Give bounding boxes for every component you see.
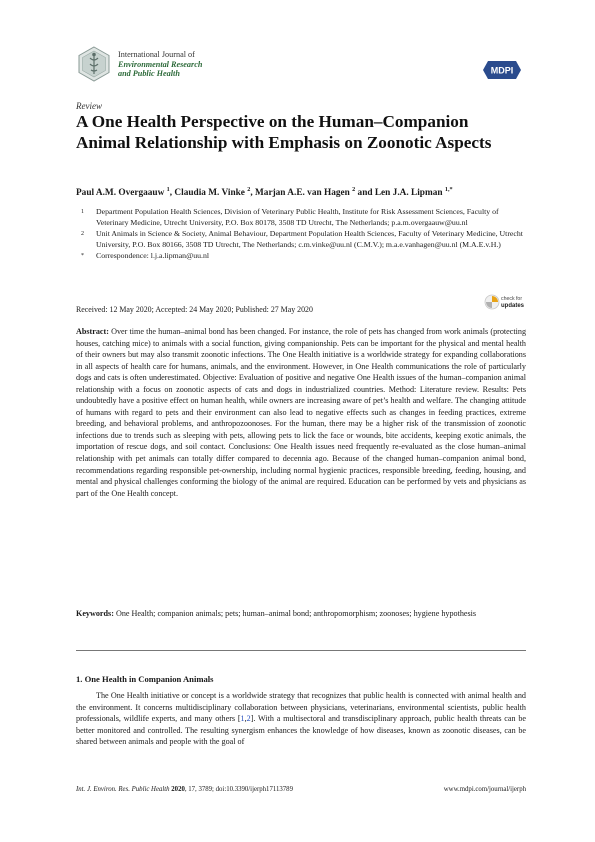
affiliation-text: Department Population Health Sciences, Division of Veterinary Public Health, Institute for Risk Assessment Sciences, Faculty of Veterinary Medicine, Utrecht University, P.O. Box 80178, 3508 TD Utrecht, The Netherlands; p.a.m.overgaauw@uu.nl — [96, 207, 499, 227]
author-name: Paul A.M. Overgaauw — [76, 188, 165, 199]
journal-header — [76, 46, 522, 86]
footer-year: 2020 — [171, 786, 185, 793]
mdpi-logo-text: MDPI — [490, 65, 514, 76]
body-text-after-citation: ]. With a multisectoral and transdisciplinary approach, public health threats can be better monitored and controlled. The resulting synergism enhances the knowledge of how diseases, known as zoonotic diseases, can be shared between animals and people with the goal of — [76, 714, 526, 746]
author-affiliation-mark: 1 — [166, 186, 170, 193]
affiliation-text: Unit Animals in Science & Society, Animal Behaviour, Department Population Health Sciences, Faculty of Veterinary Medicine, Utrecht University, P.O. Box 80166, 3508 TD Utrecht, The Netherlands; c.m.vinke@uu.nl (C.M.V.); m.a.e.vanhagen@uu.nl (M.A.E.v.H.) — [96, 229, 523, 249]
article-type: Review — [76, 101, 102, 111]
abstract-label: Abstract: — [76, 327, 109, 336]
author-name: Marjan A.E. van Hagen — [255, 188, 350, 199]
section-divider — [76, 650, 526, 651]
section-body — [76, 690, 526, 748]
footer-url-link[interactable]: www.mdpi.com/journal/ijerph — [443, 786, 526, 793]
affiliation-mark: 1 — [81, 209, 84, 215]
author-name: Claudia M. Vinke — [174, 188, 245, 199]
author-affiliation-mark: 2 — [247, 186, 251, 193]
check-for-updates-line2: updates — [501, 303, 524, 309]
journal-name-line1: International Journal of — [118, 50, 195, 59]
affiliation-text: Correspondence: l.j.a.lipman@uu.nl — [96, 251, 210, 260]
keywords-label: Keywords: — [76, 609, 114, 618]
author-separator: , — [169, 188, 175, 199]
citation-link-2[interactable]: 2 — [246, 714, 251, 723]
author-affiliation-mark: 2 — [352, 186, 356, 193]
journal-logo-icon — [76, 46, 112, 82]
affiliation-item — [76, 251, 526, 262]
affiliation-list — [76, 207, 526, 263]
affiliation-mark: * — [81, 253, 84, 259]
author-affiliation-mark: 1,* — [444, 186, 453, 193]
journal-name-line3: and Public Health — [118, 69, 180, 79]
footer-citation-rest: , 17, 3789; doi:10.3390/ijerph17113789 — [184, 786, 293, 793]
affiliation-item — [76, 207, 526, 228]
check-for-updates-line1: check for — [501, 296, 523, 302]
keywords — [76, 608, 526, 620]
article-title: A One Health Perspective on the Human–Companion Animal Relationship with Emphasis on Zoonotic Aspects — [76, 112, 492, 152]
citation-link-1[interactable]: 1 — [240, 714, 245, 723]
body-text-before-citation: The One Health initiative or concept is a worldwide strategy that recognizes that public health is connected with animal health and the environment. It concerns multidisciplinary collaboration between physicians, veterinarians, environmental scientists, public health professionals, wildlife experts, and many others [ — [76, 691, 526, 723]
author-separator: and — [355, 188, 375, 199]
affiliation-item — [76, 229, 526, 250]
author-list — [76, 184, 526, 199]
section-heading: 1. One Health in Companion Animals — [76, 674, 214, 684]
citation-separator: , — [244, 714, 247, 723]
author-name: Len J.A. Lipman — [374, 188, 443, 199]
footer-citation — [76, 786, 293, 793]
abstract — [76, 326, 526, 499]
mdpi-logo-icon — [482, 60, 522, 80]
keywords-text: One Health; companion animals; pets; human–animal bond; anthropomorphism; zoonoses; hygiene hypothesis — [115, 609, 477, 618]
author-separator: , — [250, 188, 256, 199]
publication-dates: Received: 12 May 2020; Accepted: 24 May 2020; Published: 27 May 2020 — [76, 305, 313, 314]
journal-name — [118, 50, 202, 79]
affiliation-mark: 2 — [81, 231, 84, 237]
journal-name-line2: Environmental Research — [118, 59, 203, 69]
footer-journal: Int. J. Environ. Res. Public Health — [76, 786, 170, 793]
check-for-updates-badge[interactable] — [484, 291, 524, 313]
abstract-text: Over time the human–animal bond has been changed. For instance, the role of pets has changed from work animals (protecting houses, catching mice) to animals with a social function, giving companionship. Pets can be important for the physical and mental health of their owners but may also transmit zoonotic infections. The One Health initiative is a worldwide strategy for expanding collaborations in all aspects of health care for humans, animals, and the environment. However, in One Health communications the role of particularly dogs and cats is often underestimated. Objective: Evaluation of positive and negative One Health issues of the human–companion animal relationship with a focus on zoonotic aspects of cats and dogs in industrialized countries. Method: Literature review. Results: Pets undoubtedly have a positive effect on human health, while owners are increasing aware of pet’s health and welfare. The changing attitude of humans with regard to pets and their environment can also lead to negative effects such as changes in feeding practices, extreme breeding, and behavioral problems, and anthropozoonoses. For the human, there may be a higher risk of the transmission of zoonotic infections due to trends such as sleeping with pets, allowing pets to lick the face or wounds, bite accidents, keeping exotic animals, the importation of rescue dogs, and soil contact. Conclusions: One Health issues need frequently re-evaluated as the close human–animal relationship with pet animals can totally differ compared to decennia ago. Because of the changed human–companion animal bond, recommendations regarding responsible pet-ownership, including normal hygienic practices, responsible breeding, feeding, housing, and mental and physical challenges conforming the biology of the animal are required. Education can be performed by vets and physicians as part of the One Health concept. — [76, 327, 527, 498]
